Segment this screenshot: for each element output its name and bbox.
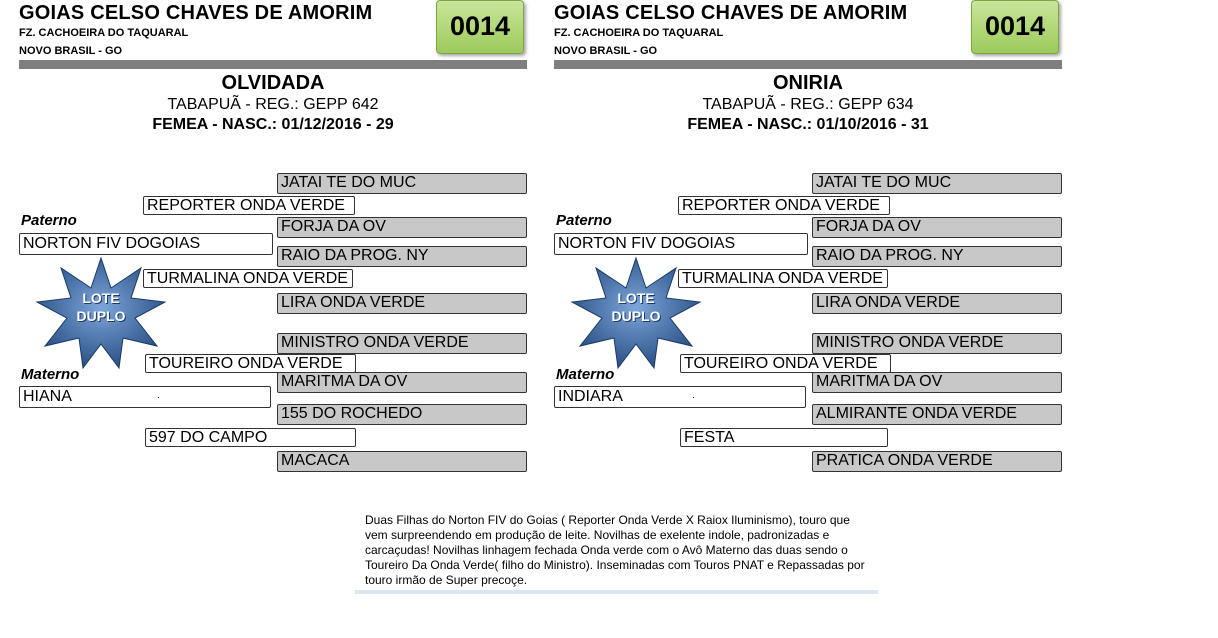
great-grandparent-4: LIRA ONDA VERDE xyxy=(812,293,1062,314)
maternal-label: Materno xyxy=(21,366,80,383)
maternal-grandsire: TOUREIRO ONDA VERDE xyxy=(680,354,891,373)
farm-estate: FZ. CACHOEIRA DO TAQUARAL xyxy=(554,27,724,39)
farm-name: GOIAS CELSO CHAVES DE AMORIM xyxy=(554,2,908,24)
great-grandparent-7: 155 DO ROCHEDO xyxy=(277,404,527,425)
animal-birth-info: FEMEA - NASC.: 01/12/2016 - 29 xyxy=(152,116,394,133)
animal-name: OLVIDADA xyxy=(221,72,325,94)
paternal-grandsire: REPORTER ONDA VERDE xyxy=(143,196,355,215)
animal-breed-registration: TABAPUÃ - REG.: GEPP 642 xyxy=(167,96,379,113)
lot-number-badge: 0014 xyxy=(436,0,524,54)
dam-field: INDIARA xyxy=(554,386,806,408)
sire-field: NORTON FIV DOGOIAS xyxy=(554,233,808,255)
lot-description: Duas Filhas do Norton FIV do Goias ( Reporter Onda Verde X Raiox Iluminismo), touro que vem surpreendendo em produção de leite. Novilhas de exelente indole, padronizadas e carcaçudas! Novilhas linhagem fechada Onda verde com o Avô Materno das duas sendo o Toureiro Da Onda Verde( filho do Ministro). Inseminadas com Touros PNAT e Repassadas por touro irmão de Super precoçe. xyxy=(365,513,865,587)
great-grandparent-2: FORJA DA OV xyxy=(812,217,1062,238)
farm-estate: FZ. CACHOEIRA DO TAQUARAL xyxy=(19,27,189,39)
great-grandparent-2: FORJA DA OV xyxy=(277,217,527,238)
paternal-grandsire: REPORTER ONDA VERDE xyxy=(678,196,890,215)
duplo-label: DUPLO xyxy=(76,308,126,324)
sire-field: NORTON FIV DOGOIAS xyxy=(19,233,273,255)
great-grandparent-1: JATAI TE DO MUC xyxy=(812,173,1062,194)
maternal-granddam: 597 DO CAMPO xyxy=(145,428,356,447)
maternal-grandsire: TOUREIRO ONDA VERDE xyxy=(145,354,356,373)
description-underline xyxy=(355,590,878,594)
animal-name: ONIRIA xyxy=(773,72,843,94)
great-grandparent-3: RAIO DA PROG. NY xyxy=(277,246,527,267)
great-grandparent-6: MARITMA DA OV xyxy=(277,372,527,393)
duplo-label: DUPLO xyxy=(611,308,661,324)
great-grandparent-5: MINISTRO ONDA VERDE xyxy=(277,333,527,354)
header-divider xyxy=(554,60,1062,69)
great-grandparent-3: RAIO DA PROG. NY xyxy=(812,246,1062,267)
farm-location: NOVO BRASIL - GO xyxy=(554,45,658,57)
paternal-granddam: TURMALINA ONDA VERDE xyxy=(143,269,353,288)
great-grandparent-6: MARITMA DA OV xyxy=(812,372,1062,393)
dam-mark: . xyxy=(157,390,160,401)
animal-birth-info: FEMEA - NASC.: 01/10/2016 - 31 xyxy=(687,116,929,133)
header-divider xyxy=(19,60,527,69)
lot-number-badge: 0014 xyxy=(971,0,1059,54)
paternal-label: Paterno xyxy=(556,212,612,229)
great-grandparent-4: LIRA ONDA VERDE xyxy=(277,293,527,314)
animal-breed-registration: TABAPUÃ - REG.: GEPP 634 xyxy=(702,96,914,113)
lote-label: LOTE xyxy=(82,290,120,306)
great-grandparent-1: JATAI TE DO MUC xyxy=(277,173,527,194)
great-grandparent-8: MACACA xyxy=(277,451,527,472)
dam-mark: . xyxy=(692,390,695,401)
pedigree-card-olvidada xyxy=(19,0,529,480)
pedigree-card-oniria xyxy=(554,0,1064,480)
great-grandparent-7: ALMIRANTE ONDA VERDE xyxy=(812,404,1062,425)
great-grandparent-5: MINISTRO ONDA VERDE xyxy=(812,333,1062,354)
great-grandparent-8: PRATICA ONDA VERDE xyxy=(812,451,1062,472)
maternal-label: Materno xyxy=(556,366,615,383)
farm-name: GOIAS CELSO CHAVES DE AMORIM xyxy=(19,2,373,24)
paternal-granddam: TURMALINA ONDA VERDE xyxy=(678,269,888,288)
dam-field: HIANA xyxy=(19,386,271,408)
lote-label: LOTE xyxy=(617,290,655,306)
farm-location: NOVO BRASIL - GO xyxy=(19,45,123,57)
maternal-granddam: FESTA xyxy=(680,428,888,447)
paternal-label: Paterno xyxy=(21,212,77,229)
